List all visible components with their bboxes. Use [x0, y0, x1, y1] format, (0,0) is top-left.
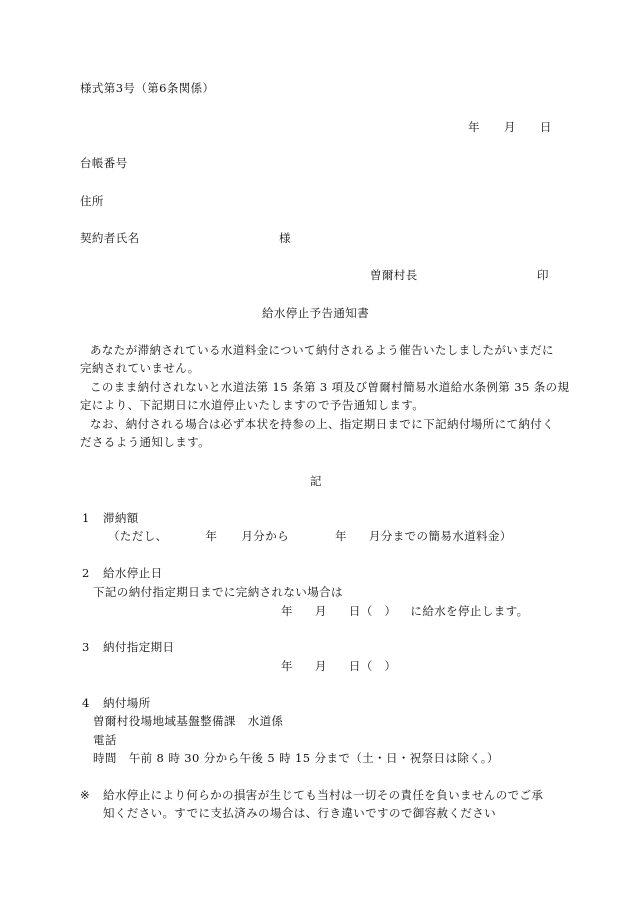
item4-hours: 時間 午前 8 時 30 分から午後 5 時 15 分まで（土・日・祝祭日は除く。） — [93, 751, 499, 765]
item2-year: 年 — [281, 604, 293, 618]
honorific: 様 — [279, 231, 291, 245]
ki-heading: 記 — [310, 474, 322, 488]
item3-day: 日（ ） — [348, 659, 397, 673]
date-month: 月 — [503, 120, 516, 134]
item4-phone: 電話 — [93, 733, 117, 747]
item4-label: 納付場所 — [103, 696, 151, 710]
item1-label: 滞納額 — [103, 511, 139, 525]
item3-date — [281, 659, 396, 673]
item3-month: 月 — [314, 659, 327, 673]
item2-month: 月 — [314, 604, 327, 618]
item1-detail — [108, 529, 512, 543]
body-p3-line2: ださるよう通知します。 — [80, 435, 210, 449]
document-title: 給水停止予告通知書 — [262, 306, 370, 320]
note-line2: 知ください。すでに支払済みの場合は、行き違いですので御容赦ください — [103, 806, 497, 820]
date-year: 年 — [468, 120, 480, 134]
note-line1: 給水停止により何らかの損害が生じても当村は一切その責任を負いませんのでご承 — [103, 788, 544, 802]
item3-label: 納付指定期日 — [103, 640, 175, 654]
contractor-name-label: 契約者氏名 — [80, 231, 140, 245]
item2-number: 2 — [82, 566, 90, 580]
mayor-label: 曽爾村長 — [370, 268, 418, 282]
item4-number: 4 — [82, 696, 90, 710]
date-day: 日 — [539, 120, 552, 134]
item1-year-from: 年 — [205, 529, 218, 543]
seal-mark: 印 — [537, 268, 549, 282]
item2-suffix: に給水を停止します。 — [410, 604, 529, 618]
note-mark: ※ — [80, 788, 91, 802]
body-p1-line2: 完納されていません。 — [80, 361, 200, 375]
item4-place: 曽爾村役場地域基盤整備課 水道係 — [93, 714, 284, 728]
item1-detail-a: （ただし、 — [108, 529, 168, 543]
body-p3-line1: なお、納付される場合は必ず本状を持参の上、指定期日までに下記納付場所にて納付く — [90, 417, 555, 431]
item2-label: 給水停止日 — [103, 566, 163, 580]
form-number: 様式第3号（第6条関係） — [80, 81, 215, 95]
body-p1-line1: あなたが滞納されている水道料金について納付されるよう催告いたしましたがいまだに — [90, 343, 554, 357]
body-p2-line2: 定により、下記期日に水道停止いたしますので予告通知します。 — [80, 398, 425, 412]
item1-month-to: 月分までの簡易水道料金） — [368, 529, 512, 543]
item3-number: 3 — [82, 640, 90, 654]
item3-year: 年 — [281, 659, 293, 673]
item2-text: 下記の納付指定期日までに完納されない場合は — [93, 585, 343, 599]
item2-date — [281, 604, 529, 618]
body-p2-line1: このまま納付されないと水道法第 15 条第 3 項及び曽爾村簡易水道給水条例第 35 条の規 — [90, 380, 570, 394]
item1-number: 1 — [82, 511, 90, 525]
item1-month-from: 月分から — [241, 529, 290, 543]
item2-day: 日（ ） — [348, 604, 397, 618]
item1-year-to: 年 — [335, 529, 347, 543]
ledger-number-label: 台帳番号 — [80, 156, 128, 170]
address-label: 住所 — [80, 194, 104, 208]
date-line — [468, 120, 552, 134]
